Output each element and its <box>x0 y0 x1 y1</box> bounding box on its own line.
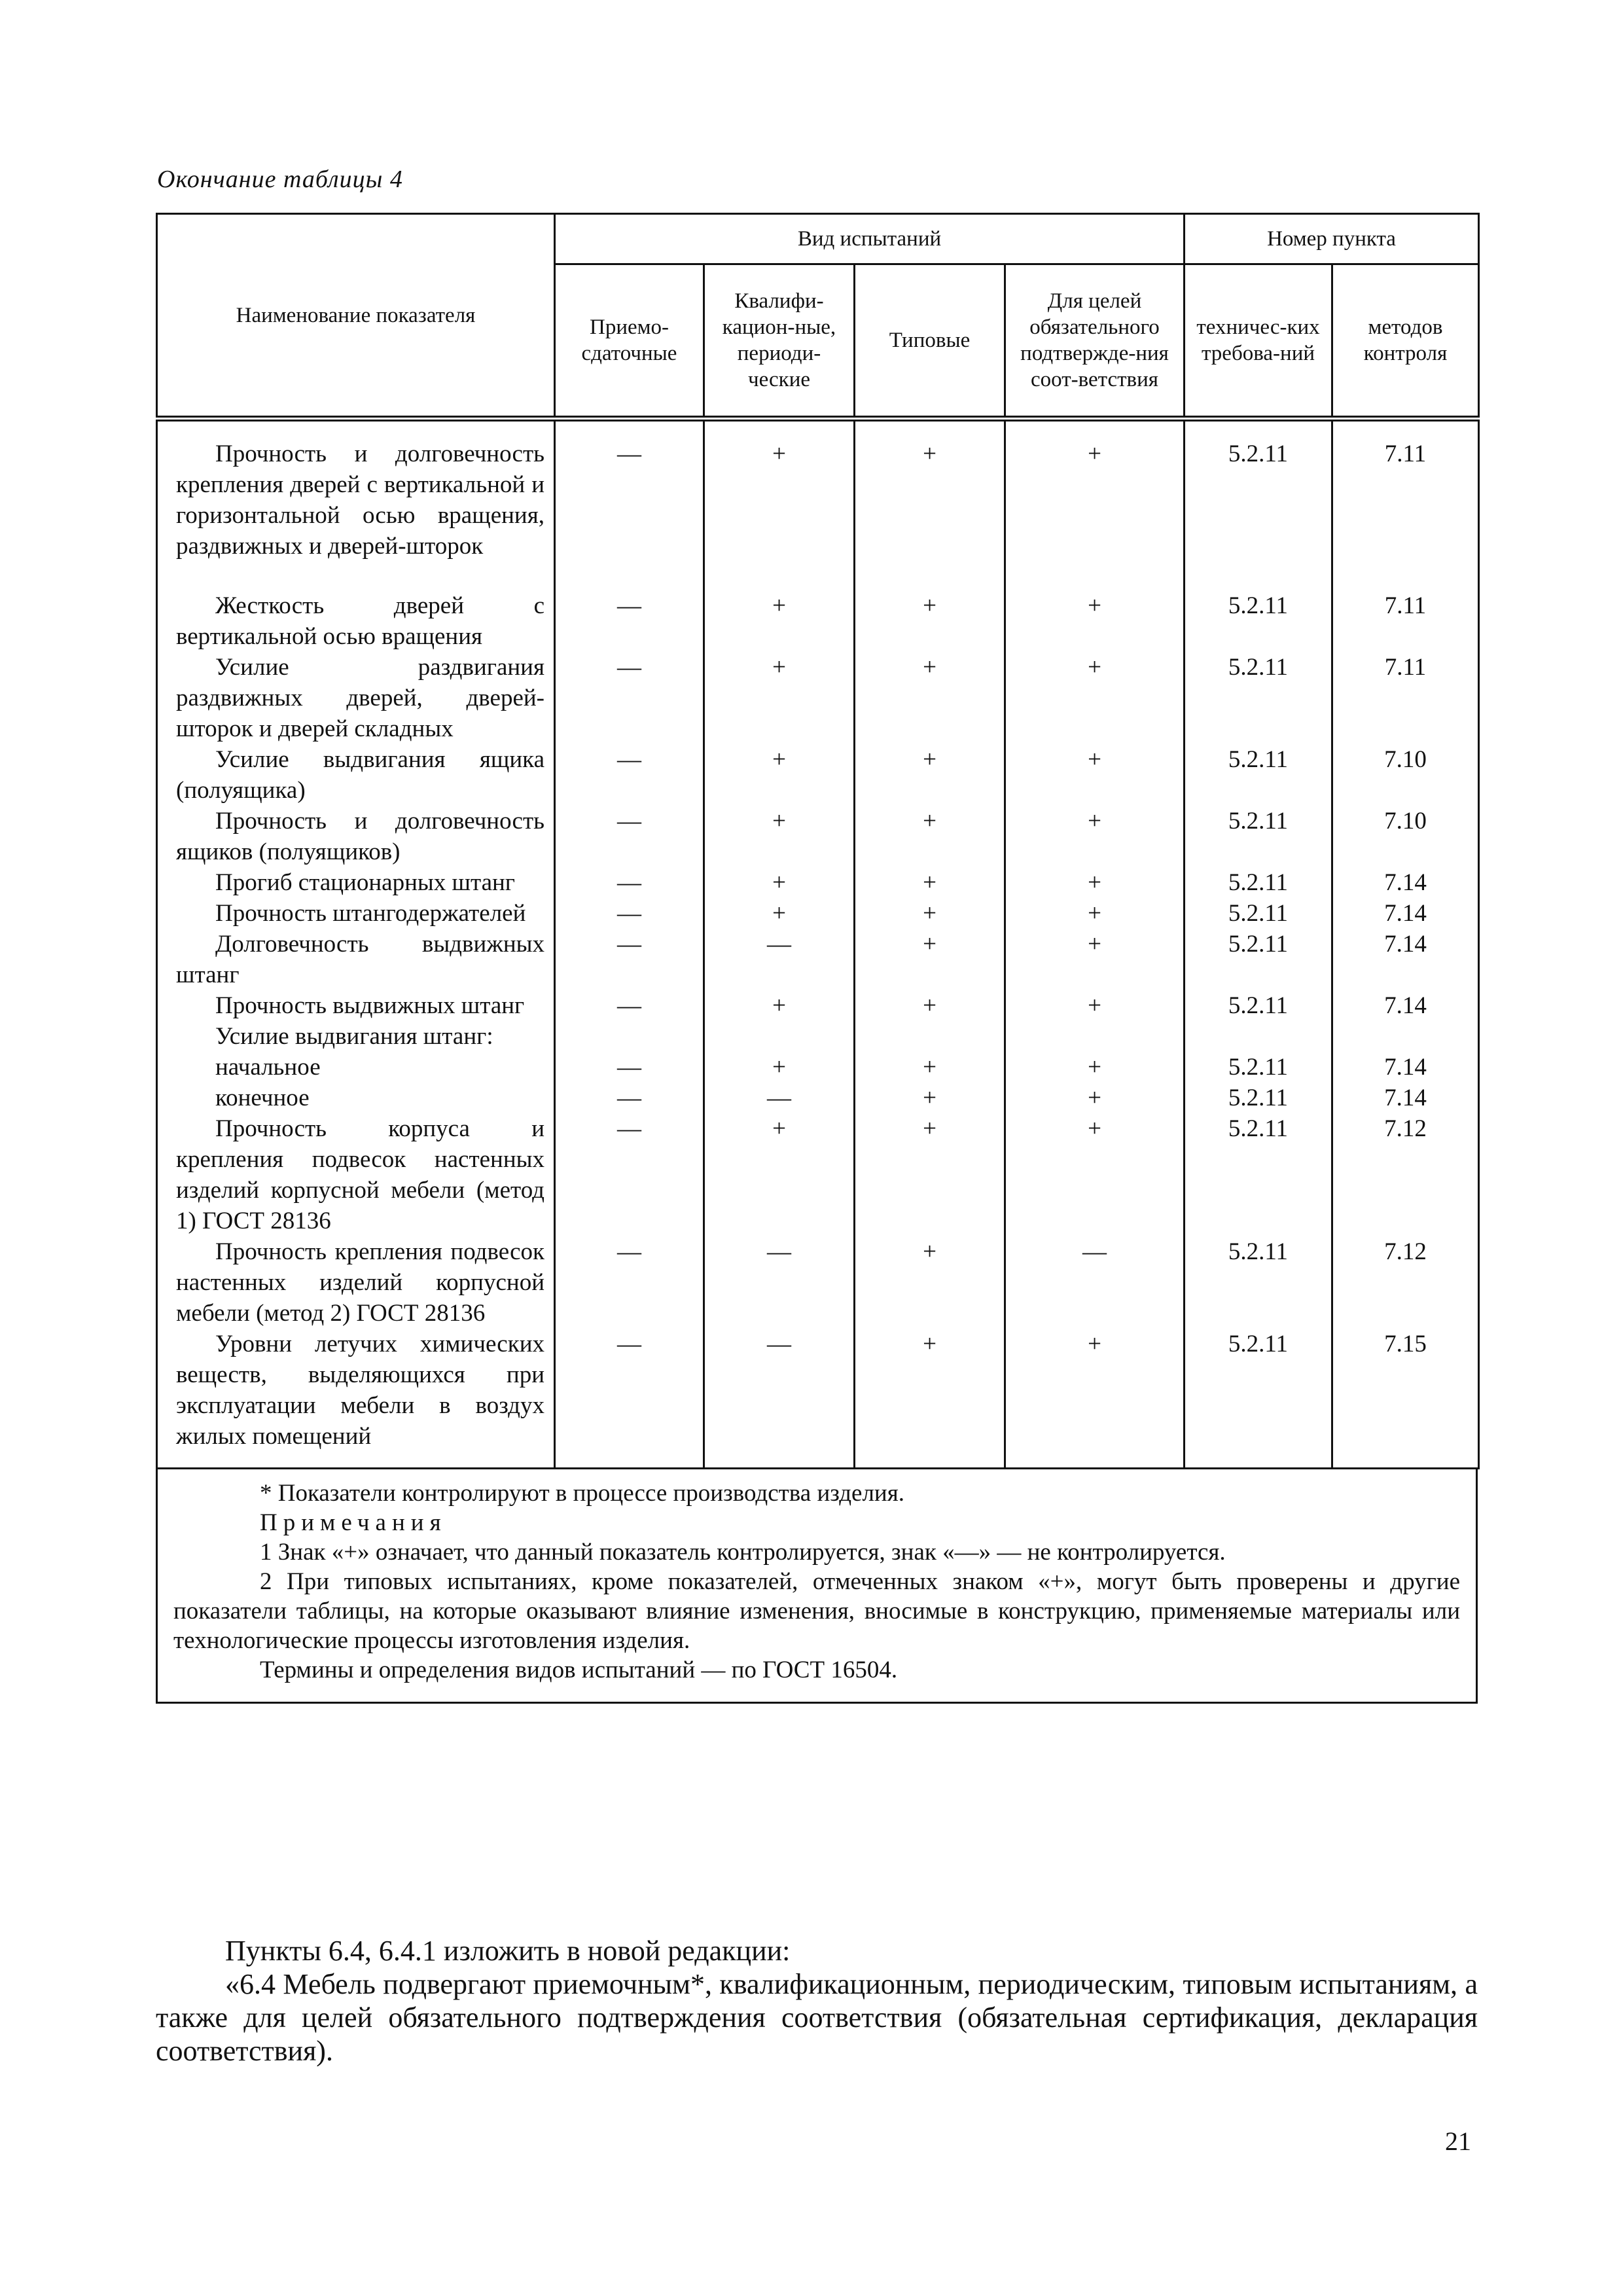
cell-test-method: 7.10 <box>1332 744 1479 806</box>
cell-acceptance: — <box>555 867 704 898</box>
cell-conformity: + <box>1005 419 1185 562</box>
table-row <box>157 1113 1479 1236</box>
cell-type-tests: + <box>855 867 1005 898</box>
table-row <box>157 562 1479 652</box>
header-clause-number: Номер пункта <box>1185 214 1479 264</box>
cell-qualification: + <box>704 867 855 898</box>
cell-tech-req: 5.2.11 <box>1185 929 1332 990</box>
cell-indicator-name <box>157 1236 555 1329</box>
indicator-name-text: Прочность выдвижных штанг <box>215 992 525 1019</box>
table-row <box>157 806 1479 867</box>
note-terms: Термины и определения видов испытаний — по ГОСТ 16504. <box>260 1657 898 1683</box>
note-1: 1 Знак «+» означает, что данный показатель контролируется, знак «—» — не контролируется. <box>260 1539 1226 1566</box>
cell-tech-req: 5.2.11 <box>1185 652 1332 744</box>
table-row <box>157 1083 1479 1113</box>
cell-test-method: 7.14 <box>1332 1052 1479 1083</box>
cell-conformity: + <box>1005 806 1185 867</box>
cell-indicator-name <box>157 562 555 652</box>
header-test-methods: методов контроля <box>1332 264 1479 419</box>
cell-type-tests: + <box>855 1083 1005 1113</box>
cell-tech-req: 5.2.11 <box>1185 562 1332 652</box>
cell-conformity: + <box>1005 867 1185 898</box>
cell-conformity: + <box>1005 898 1185 929</box>
cell-qualification: + <box>704 744 855 806</box>
cell-test-method: 7.11 <box>1332 562 1479 652</box>
note-2: 2 При типовых испытаниях, кроме показателей, отмеченных знаком «+», могут быть проверены и другие показатели таблицы, на которые оказывают влияние изменения, вносимые в конструкцию, применяемые материалы или технологические процессы изготовления изделия. <box>173 1568 1460 1654</box>
cell-indicator-name <box>157 1113 555 1236</box>
cell-indicator-name <box>157 744 555 806</box>
cell-tech-req: 5.2.11 <box>1185 990 1332 1021</box>
header-conformity: Для целей обязательного подтвержде-ния соот-ветствия <box>1005 264 1185 419</box>
cell-qualification: + <box>704 652 855 744</box>
cell-indicator-name <box>157 806 555 867</box>
cell-acceptance: — <box>555 929 704 990</box>
indicator-name-text: Прочность и долговечность ящиков (полуящиков) <box>176 808 544 865</box>
cell-qualification <box>704 1021 855 1052</box>
cell-test-method: 7.14 <box>1332 929 1479 990</box>
cell-tech-req: 5.2.11 <box>1185 1052 1332 1083</box>
cell-indicator-name <box>157 419 555 562</box>
table-row <box>157 867 1479 898</box>
cell-acceptance: — <box>555 990 704 1021</box>
cell-type-tests: + <box>855 1052 1005 1083</box>
cell-qualification: + <box>704 1113 855 1236</box>
cell-acceptance <box>555 1021 704 1052</box>
indicator-name-text: Жесткость дверей с вертикальной осью вращения <box>176 592 544 650</box>
cell-qualification: + <box>704 562 855 652</box>
table-row <box>157 990 1479 1021</box>
cell-indicator-name <box>157 1083 555 1113</box>
cell-acceptance: — <box>555 1052 704 1083</box>
cell-conformity: + <box>1005 744 1185 806</box>
body-paragraph-2: «6.4 Мебель подвергают приемочным*, квалификационным, периодическим, типовым испытаниям, а также для целей обязательного подтверждения соответствия (обязательная сертификация, декларация соответствия). <box>156 1968 1478 2067</box>
cell-test-method: 7.12 <box>1332 1236 1479 1329</box>
cell-qualification: — <box>704 1236 855 1329</box>
header-acceptance: Приемо-сдаточные <box>555 264 704 419</box>
cell-acceptance: — <box>555 1329 704 1469</box>
cell-test-method: 7.14 <box>1332 867 1479 898</box>
table-container <box>156 213 1478 1704</box>
indicator-name-text: конечное <box>215 1085 310 1111</box>
table-row <box>157 1021 1479 1052</box>
cell-acceptance: — <box>555 806 704 867</box>
cell-tech-req: 5.2.11 <box>1185 806 1332 867</box>
cell-conformity: + <box>1005 1329 1185 1469</box>
table-row <box>157 1236 1479 1329</box>
cell-qualification: + <box>704 990 855 1021</box>
cell-acceptance: — <box>555 1113 704 1236</box>
cell-type-tests <box>855 1021 1005 1052</box>
cell-type-tests: + <box>855 990 1005 1021</box>
cell-type-tests: + <box>855 1113 1005 1236</box>
header-type-tests: Типовые <box>855 264 1005 419</box>
table-row <box>157 744 1479 806</box>
cell-tech-req: 5.2.11 <box>1185 1329 1332 1469</box>
cell-indicator-name <box>157 929 555 990</box>
header-test-types: Вид испытаний <box>555 214 1185 264</box>
cell-conformity: + <box>1005 929 1185 990</box>
cell-tech-req: 5.2.11 <box>1185 1083 1332 1113</box>
cell-acceptance: — <box>555 419 704 562</box>
cell-type-tests: + <box>855 744 1005 806</box>
cell-conformity: + <box>1005 652 1185 744</box>
cell-type-tests: + <box>855 898 1005 929</box>
cell-conformity: — <box>1005 1236 1185 1329</box>
cell-conformity: + <box>1005 1083 1185 1113</box>
page-number: 21 <box>1445 2126 1471 2156</box>
indicator-name-text: Долговечность выдвижных штанг <box>176 931 544 988</box>
cell-test-method: 7.14 <box>1332 898 1479 929</box>
cell-indicator-name <box>157 1052 555 1083</box>
table-row <box>157 898 1479 929</box>
indicator-name-text: Усилие раздвигания раздвижных дверей, дверей-шторок и дверей складных <box>176 654 544 742</box>
table-row <box>157 1329 1479 1469</box>
cell-acceptance: — <box>555 1083 704 1113</box>
cell-conformity: + <box>1005 1113 1185 1236</box>
indicator-name-text: Прочность штангодержателей <box>215 900 526 927</box>
indicator-name-text: Уровни летучих химических веществ, выделяющихся при эксплуатации мебели в воздух жилых помещений <box>176 1331 544 1450</box>
cell-qualification: — <box>704 1083 855 1113</box>
cell-conformity <box>1005 1021 1185 1052</box>
cell-tech-req: 5.2.11 <box>1185 1113 1332 1236</box>
table-notes <box>156 1469 1478 1704</box>
header-qualification: Квалифи-кацион-ные, периоди-ческие <box>704 264 855 419</box>
footnote: * Показатели контролируют в процессе производства изделия. <box>260 1480 904 1507</box>
cell-test-method: 7.11 <box>1332 419 1479 562</box>
cell-type-tests: + <box>855 1329 1005 1469</box>
cell-indicator-name <box>157 1021 555 1052</box>
cell-qualification: — <box>704 1329 855 1469</box>
cell-test-method: 7.14 <box>1332 1083 1479 1113</box>
cell-qualification: — <box>704 929 855 990</box>
cell-test-method: 7.14 <box>1332 990 1479 1021</box>
cell-indicator-name <box>157 867 555 898</box>
cell-indicator-name <box>157 1329 555 1469</box>
notes-heading: Примечания <box>260 1509 447 1536</box>
body-paragraph-1: Пункты 6.4, 6.4.1 изложить в новой редакции: <box>225 1935 791 1967</box>
indicator-name-text: Усилие выдвигания штанг: <box>215 1023 493 1050</box>
cell-tech-req: 5.2.11 <box>1185 898 1332 929</box>
table-body <box>157 419 1479 1469</box>
table-caption: Окончание таблицы 4 <box>157 166 403 193</box>
indicator-name-text: Усилие выдвигания ящика (полуящика) <box>176 746 544 804</box>
cell-qualification: + <box>704 806 855 867</box>
cell-acceptance: — <box>555 562 704 652</box>
header-tech-requirements: техничес-ких требова-ний <box>1185 264 1332 419</box>
cell-acceptance: — <box>555 652 704 744</box>
cell-type-tests: + <box>855 929 1005 990</box>
cell-type-tests: + <box>855 562 1005 652</box>
cell-indicator-name <box>157 990 555 1021</box>
cell-tech-req: 5.2.11 <box>1185 419 1332 562</box>
cell-type-tests: + <box>855 652 1005 744</box>
cell-conformity: + <box>1005 990 1185 1021</box>
cell-qualification: + <box>704 419 855 562</box>
cell-test-method <box>1332 1021 1479 1052</box>
cell-tech-req: 5.2.11 <box>1185 867 1332 898</box>
body-text <box>156 1934 1478 2068</box>
indicator-name-text: Прочность корпуса и крепления подвесок настенных изделий корпусной мебели (метод 1) ГОСТ 28136 <box>176 1115 544 1234</box>
table-row <box>157 652 1479 744</box>
test-table <box>156 213 1480 1469</box>
cell-tech-req: 5.2.11 <box>1185 744 1332 806</box>
indicator-name-text: начальное <box>215 1054 321 1081</box>
cell-type-tests: + <box>855 419 1005 562</box>
cell-test-method: 7.15 <box>1332 1329 1479 1469</box>
cell-conformity: + <box>1005 562 1185 652</box>
cell-acceptance: — <box>555 744 704 806</box>
cell-indicator-name <box>157 652 555 744</box>
cell-acceptance: — <box>555 898 704 929</box>
indicator-name-text: Прочность крепления подвесок настенных изделий корпусной мебели (метод 2) ГОСТ 28136 <box>176 1238 544 1327</box>
cell-conformity: + <box>1005 1052 1185 1083</box>
cell-qualification: + <box>704 1052 855 1083</box>
cell-acceptance: — <box>555 1236 704 1329</box>
table-row <box>157 1052 1479 1083</box>
indicator-name-text: Прочность и долговечность крепления дверей с вертикальной и горизонтальной осью вращения, раздвижных и дверей-шторок <box>176 440 544 560</box>
cell-test-method: 7.11 <box>1332 652 1479 744</box>
cell-type-tests: + <box>855 806 1005 867</box>
table-row <box>157 929 1479 990</box>
cell-tech-req: 5.2.11 <box>1185 1236 1332 1329</box>
indicator-name-text: Прогиб стационарных штанг <box>215 869 515 896</box>
cell-qualification: + <box>704 898 855 929</box>
cell-type-tests: + <box>855 1236 1005 1329</box>
cell-test-method: 7.12 <box>1332 1113 1479 1236</box>
cell-indicator-name <box>157 898 555 929</box>
header-indicator-name: Наименование показателя <box>157 214 555 419</box>
cell-tech-req <box>1185 1021 1332 1052</box>
table-row <box>157 419 1479 562</box>
cell-test-method: 7.10 <box>1332 806 1479 867</box>
